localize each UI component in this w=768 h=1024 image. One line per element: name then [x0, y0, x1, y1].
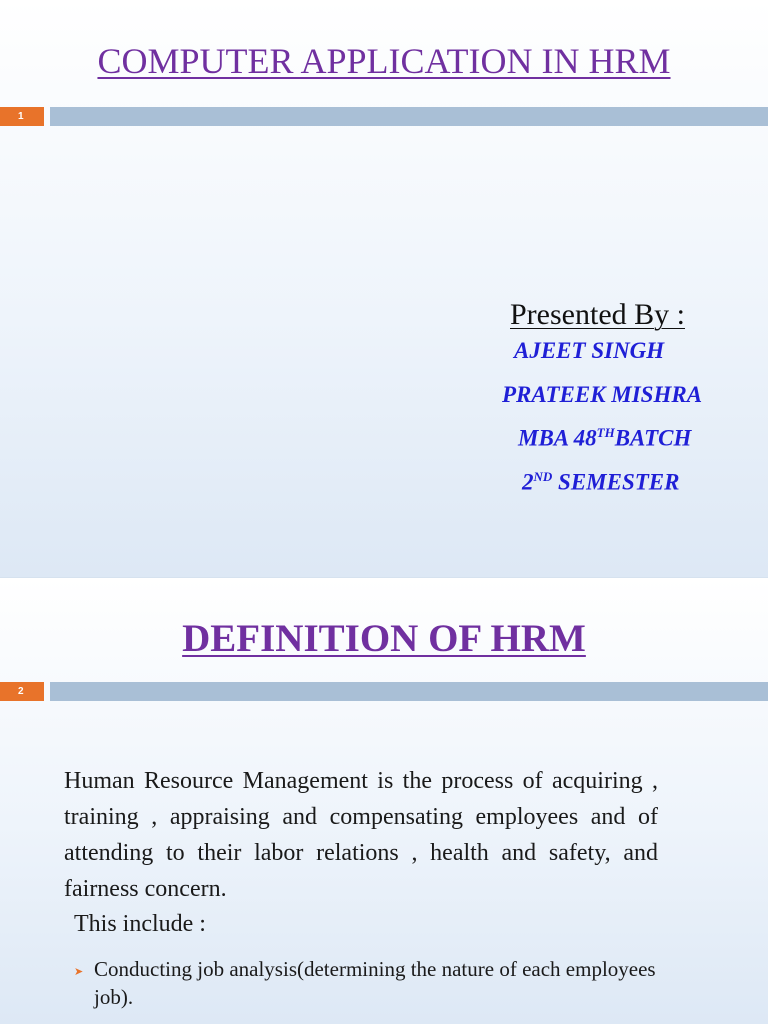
presenter-name-2: PRATEEK MISHRA — [502, 382, 703, 407]
slide-title: DEFINITION OF HRM — [182, 617, 586, 660]
slide-number: 1 — [0, 107, 44, 126]
include-label: This include : — [74, 911, 206, 937]
slide-number: 2 — [0, 682, 44, 701]
presenter-name-1: AJEET SINGH — [514, 338, 665, 363]
slide-2 — [0, 577, 768, 1024]
slide-number-bar — [0, 682, 768, 701]
bullet-text: Conducting job analysis(determining the nature of each employees job). — [94, 957, 656, 1009]
batch-line: MBA 48THBATCH — [518, 425, 692, 451]
presented-by-label: Presented By : — [510, 298, 685, 331]
list-item — [74, 955, 674, 1011]
slide-title: COMPUTER APPLICATION IN HRM — [97, 41, 671, 81]
semester-line: 2ND SEMESTER — [522, 469, 680, 495]
decorative-bar — [50, 682, 768, 701]
arrow-bullet-icon: ➤ — [74, 965, 84, 978]
decorative-bar — [50, 107, 768, 126]
definition-paragraph: Human Resource Management is the process of acquiring , training , appraising and compensating employees and of attending to their labor relations , health and safety, and fairness concern. — [64, 768, 658, 902]
slide-number-bar — [0, 107, 768, 126]
